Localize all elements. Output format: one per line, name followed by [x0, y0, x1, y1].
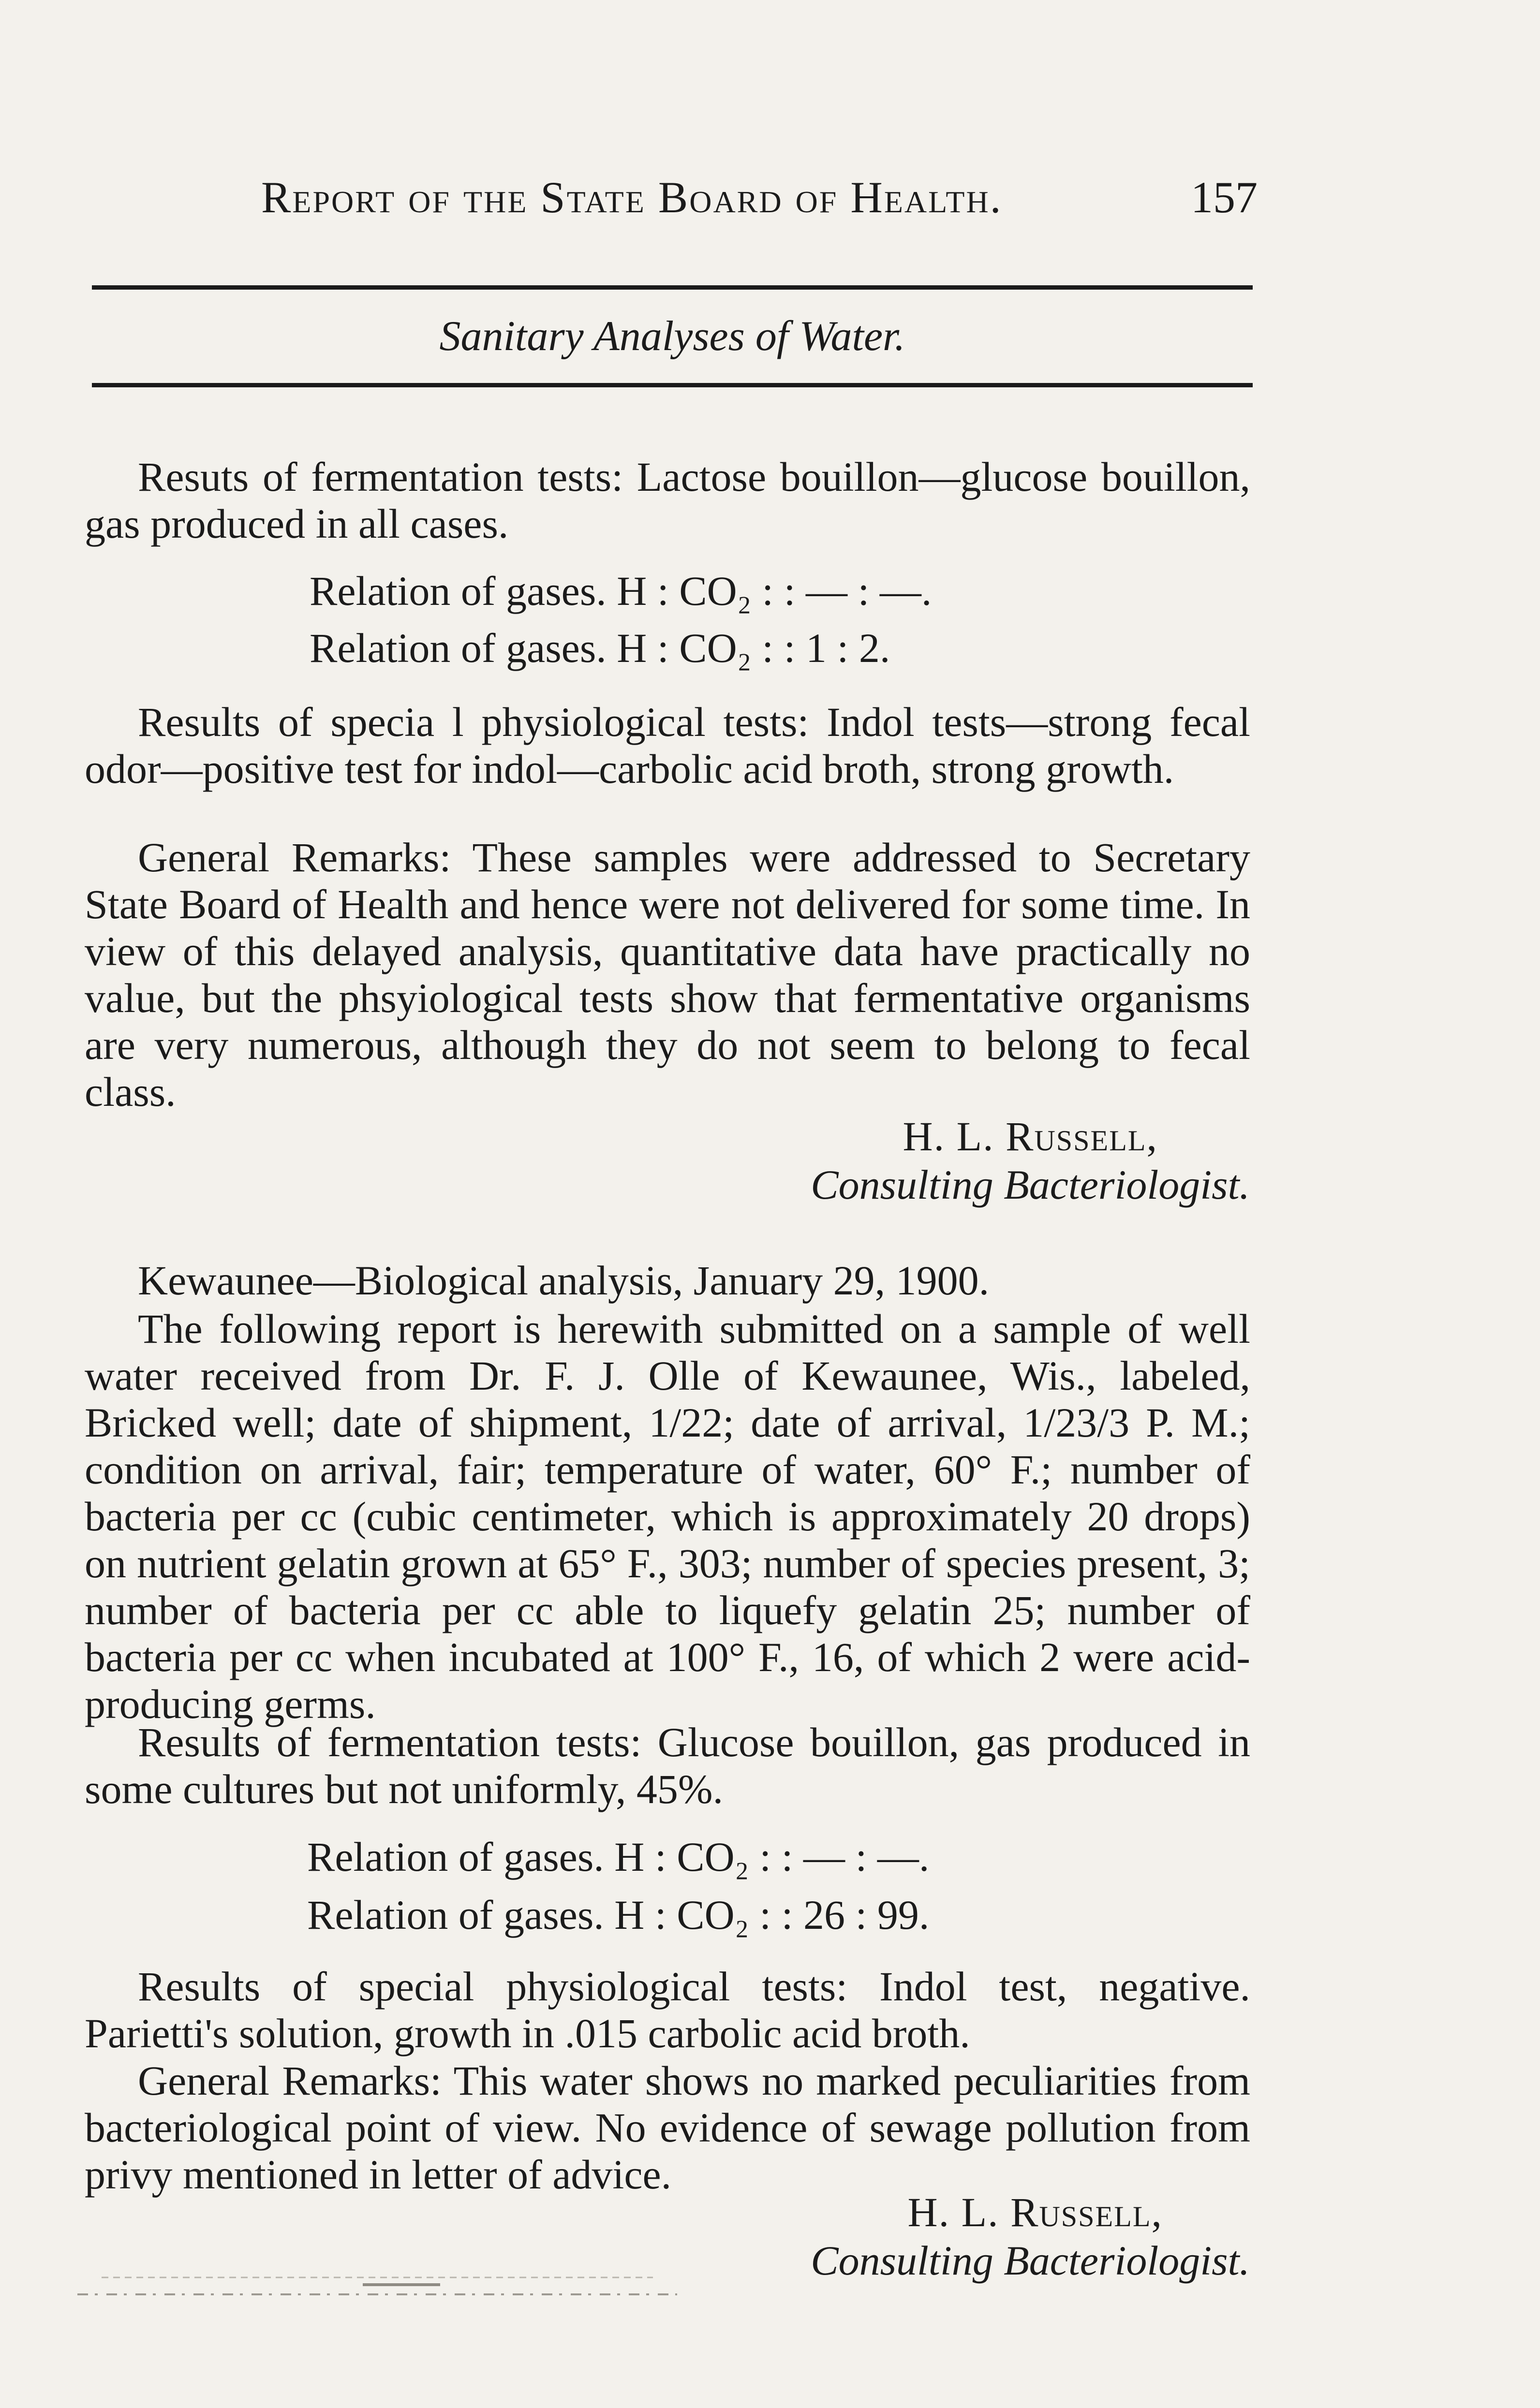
general-remarks-paragraph: General Remarks: This water shows no marked peculiarities from bacteriological point of view. No evidence of sewage pollution from privy mentioned in letter of advice. — [85, 2057, 1250, 2198]
gas-relation-line: Relation of gases. H : CO₂ : : 26 : 99. — [307, 1892, 930, 1938]
general-remarks-paragraph: General Remarks: These samples were addressed to Secretary State Board of Health and hence were not delivered for some time. In view of this delayed analysis, quantitative data have practically no value, but the phsyiological tests show that fermentative organisms are very numerous, although they do not seem to belong to fecal class. — [85, 834, 1250, 1115]
signature-title: Consulting Bacteriologist. — [811, 2237, 1250, 2284]
running-header — [261, 172, 1258, 230]
page-number: 157 — [1191, 173, 1258, 222]
fermentation-results-paragraph: Resuts of fermentation tests: Lactose bouillon—glucose bouillon, gas produced in all cases. — [85, 454, 1250, 547]
kewaunee-report-paragraph: The following report is herewith submitted on a sample of well water received from Dr. F. J. Olle of Kewaunee, Wis., labeled, Bricked well; date of shipment, 1/22; date of arrival, 1/23/3 P. M.; condition on arrival, fair; temperature of water, 60° F.; number of bacteria per cc (cubic centimeter, which is approximately 20 drops) on nutrient gelatin grown at 65° F., 303; number of species present, 3; number of bacteria per cc able to liquefy gelatin 25; number of bacteria per cc when incubated at 100° F., 16, of which 2 were acid-producing germs. — [85, 1306, 1250, 1727]
signature-block — [811, 1112, 1250, 1209]
signature-block — [811, 2188, 1250, 2285]
physiological-tests-paragraph: Results of specia l physiological tests: Indol tests—strong fecal odor—positive test for indol—carbolic acid broth, strong growth. — [85, 699, 1250, 792]
signature-title: Consulting Bacteriologist. — [811, 1161, 1250, 1208]
top-rule — [92, 285, 1253, 290]
physiological-tests-paragraph: Results of special physiological tests: Indol test, negative. Parietti's solution, growth in .015 carbolic acid broth. — [85, 1963, 1250, 2056]
section-title: Sanitary Analyses of Water. — [439, 313, 905, 360]
signature-name: H. L. Russell, — [903, 1113, 1158, 1160]
gas-relation-line: Relation of gases. H : CO₂ : : — : —. — [310, 568, 932, 614]
bottom-rule — [92, 383, 1253, 387]
ink-smudge-marks — [73, 2263, 682, 2306]
header-title: Report of the State Board of Health. — [261, 173, 1003, 222]
kewaunee-heading-paragraph: Kewaunee—Biological analysis, January 29, 1900. — [138, 1257, 990, 1304]
gas-relation-line: Relation of gases. H : CO₂ : : — : —. — [307, 1834, 930, 1880]
fermentation-results-paragraph: Results of fermentation tests: Glucose bouillon, gas produced in some cultures but not uniformly, 45%. — [85, 1719, 1250, 1812]
signature-name: H. L. Russell, — [907, 2189, 1163, 2235]
gas-relation-line: Relation of gases. H : CO₂ : : 1 : 2. — [310, 625, 890, 671]
